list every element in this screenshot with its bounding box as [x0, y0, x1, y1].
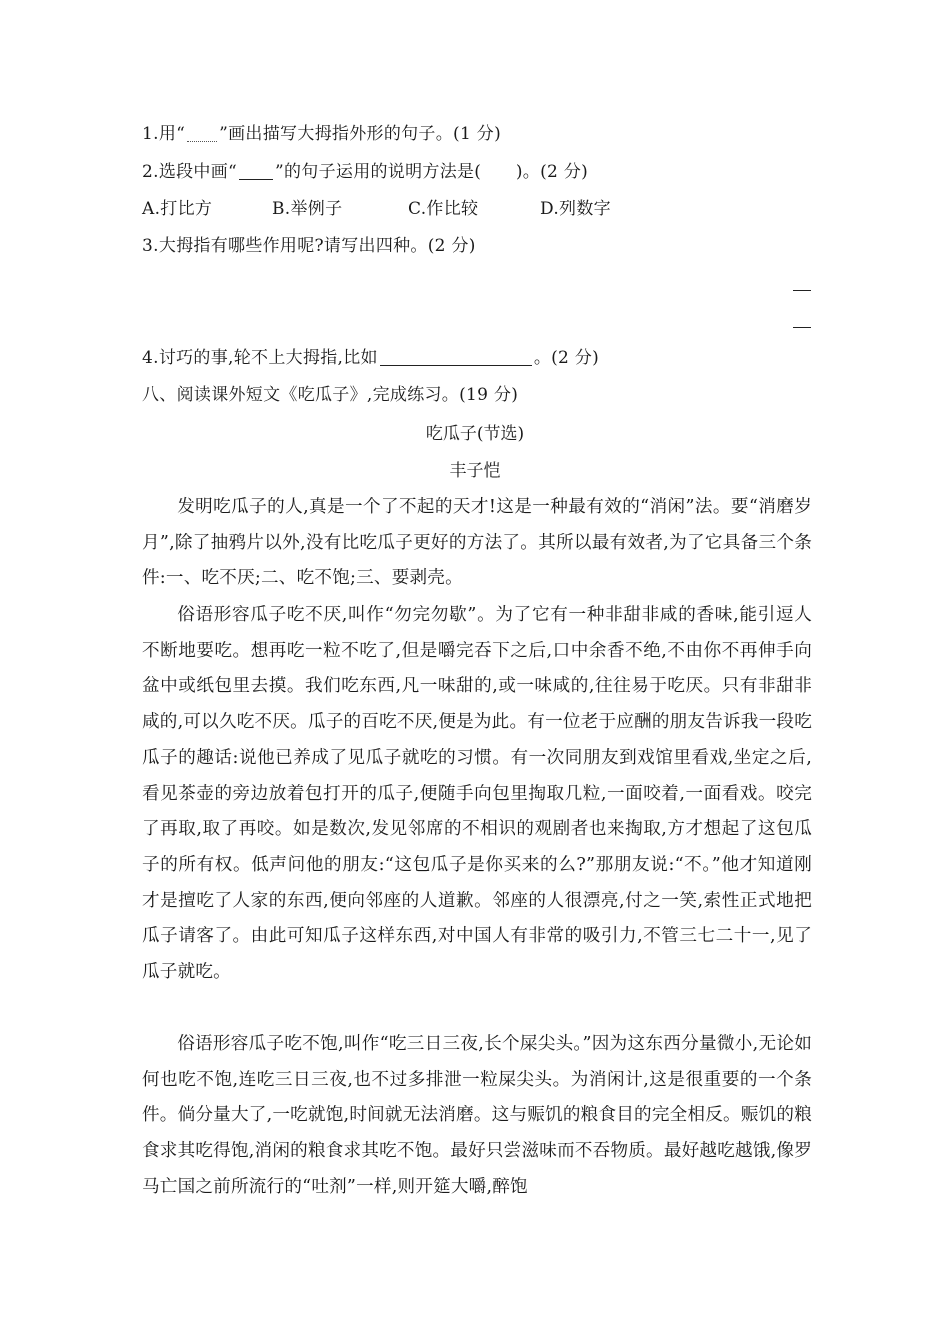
article-paragraph-3: 俗语形容瓜子吃不饱,叫作“吃三日三夜,长个屎尖头。”因为这东西分量微小,无论如何也吃不饱,连吃三日三夜,也不过多排泄一粒屎尖头。为消闲计,这是很重要的一个条件。倘分量大了,一吃就饱,时间就无法消磨。这与赈饥的粮食目的完全相反。赈饥的粮食求其吃得饱,消闲的粮食求其吃不饱。最好只尝滋味而不吞物质。最好越吃越饿,像罗马亡国之前所流行的“吐剂”一样,则开筵大嚼,醉饱: [142, 1034, 812, 1197]
answer-line-1: [793, 290, 811, 291]
question-3: 3.大拇指有哪些作用呢?请写出四种。(2 分): [142, 236, 476, 256]
question-2-after: ”的句子运用的说明方法是( )。(2 分): [275, 162, 589, 182]
article-title: 吃瓜子(节选): [425, 424, 525, 444]
section-eight-heading: 八、阅读课外短文《吃瓜子》,完成练习。(19 分): [142, 385, 519, 405]
article-paragraph-2: 俗语形容瓜子吃不厌,叫作“勿完勿歇”。为了它有一种非甜非咸的香味,能引逗人不断地要吃。想再吃一粒不吃了,但是嚼完吞下之后,口中余香不绝,不由你不再伸手向盆中或纸包里去摸。我们吃东西,凡一味甜的,或一味咸的,往往易于吃厌。只有非甜非咸的,可以久吃不厌。瓜子的百吃不厌,便是为此。有一位老于应酬的朋友告诉我一段吃瓜子的趣话:说他已养成了见瓜子就吃的习惯。有一次同朋友到戏馆里看戏,坐定之后,看见茶壶的旁边放着包打开的瓜子,便随手向包里掏取几粒,一面咬着,一面看戏。咬完了再取,取了再咬。如是数次,发见邻席的不相识的观剧者也来掏取,方才想起了这包瓜子的所有权。低声问他的朋友:“这包瓜子是你买来的么?”那朋友说:“不。”他才知道刚才是擅吃了人家的东西,便向邻座的人道歉。邻座的人很漂亮,付之一笑,索性正式地把瓜子请客了。由此可知瓜子这样东西,对中国人有非常的吸引力,不管三七二十一,见了瓜子就吃。: [142, 605, 812, 983]
option-a: A.打比方: [142, 199, 213, 219]
wavy-underline-mark: [187, 127, 217, 142]
question-1-before: 1.用“: [142, 124, 186, 144]
question-1: [142, 124, 501, 144]
question-4-before: 4.讨巧的事,轮不上大拇指,比如: [142, 348, 378, 368]
question-2: [142, 162, 588, 182]
option-b: B.举例子: [272, 199, 343, 219]
question-4-after: 。(2 分): [533, 348, 600, 368]
fill-in-blank: [380, 351, 532, 366]
article-author: 丰子恺: [449, 461, 501, 481]
answer-line-2: [793, 327, 811, 328]
question-2-options: [142, 199, 640, 219]
question-1-after: ”画出描写大拇指外形的句子。(1 分): [219, 124, 501, 144]
article-paragraph-1: 发明吃瓜子的人,真是一个了不起的天才!这是一种最有效的“消闲”法。要“消磨岁月”,除了抽鸦片以外,没有比吃瓜子更好的方法了。其所以最有效者,为了它具备三个条件:一、吃不厌;二、吃不饱;三、要剥壳。: [142, 497, 812, 589]
option-c: C.作比较: [408, 199, 479, 219]
question-2-before: 2.选段中画“: [142, 162, 238, 182]
option-d: D.列数字: [540, 199, 611, 219]
question-4: [142, 348, 599, 368]
straight-underline-mark: [239, 165, 273, 180]
